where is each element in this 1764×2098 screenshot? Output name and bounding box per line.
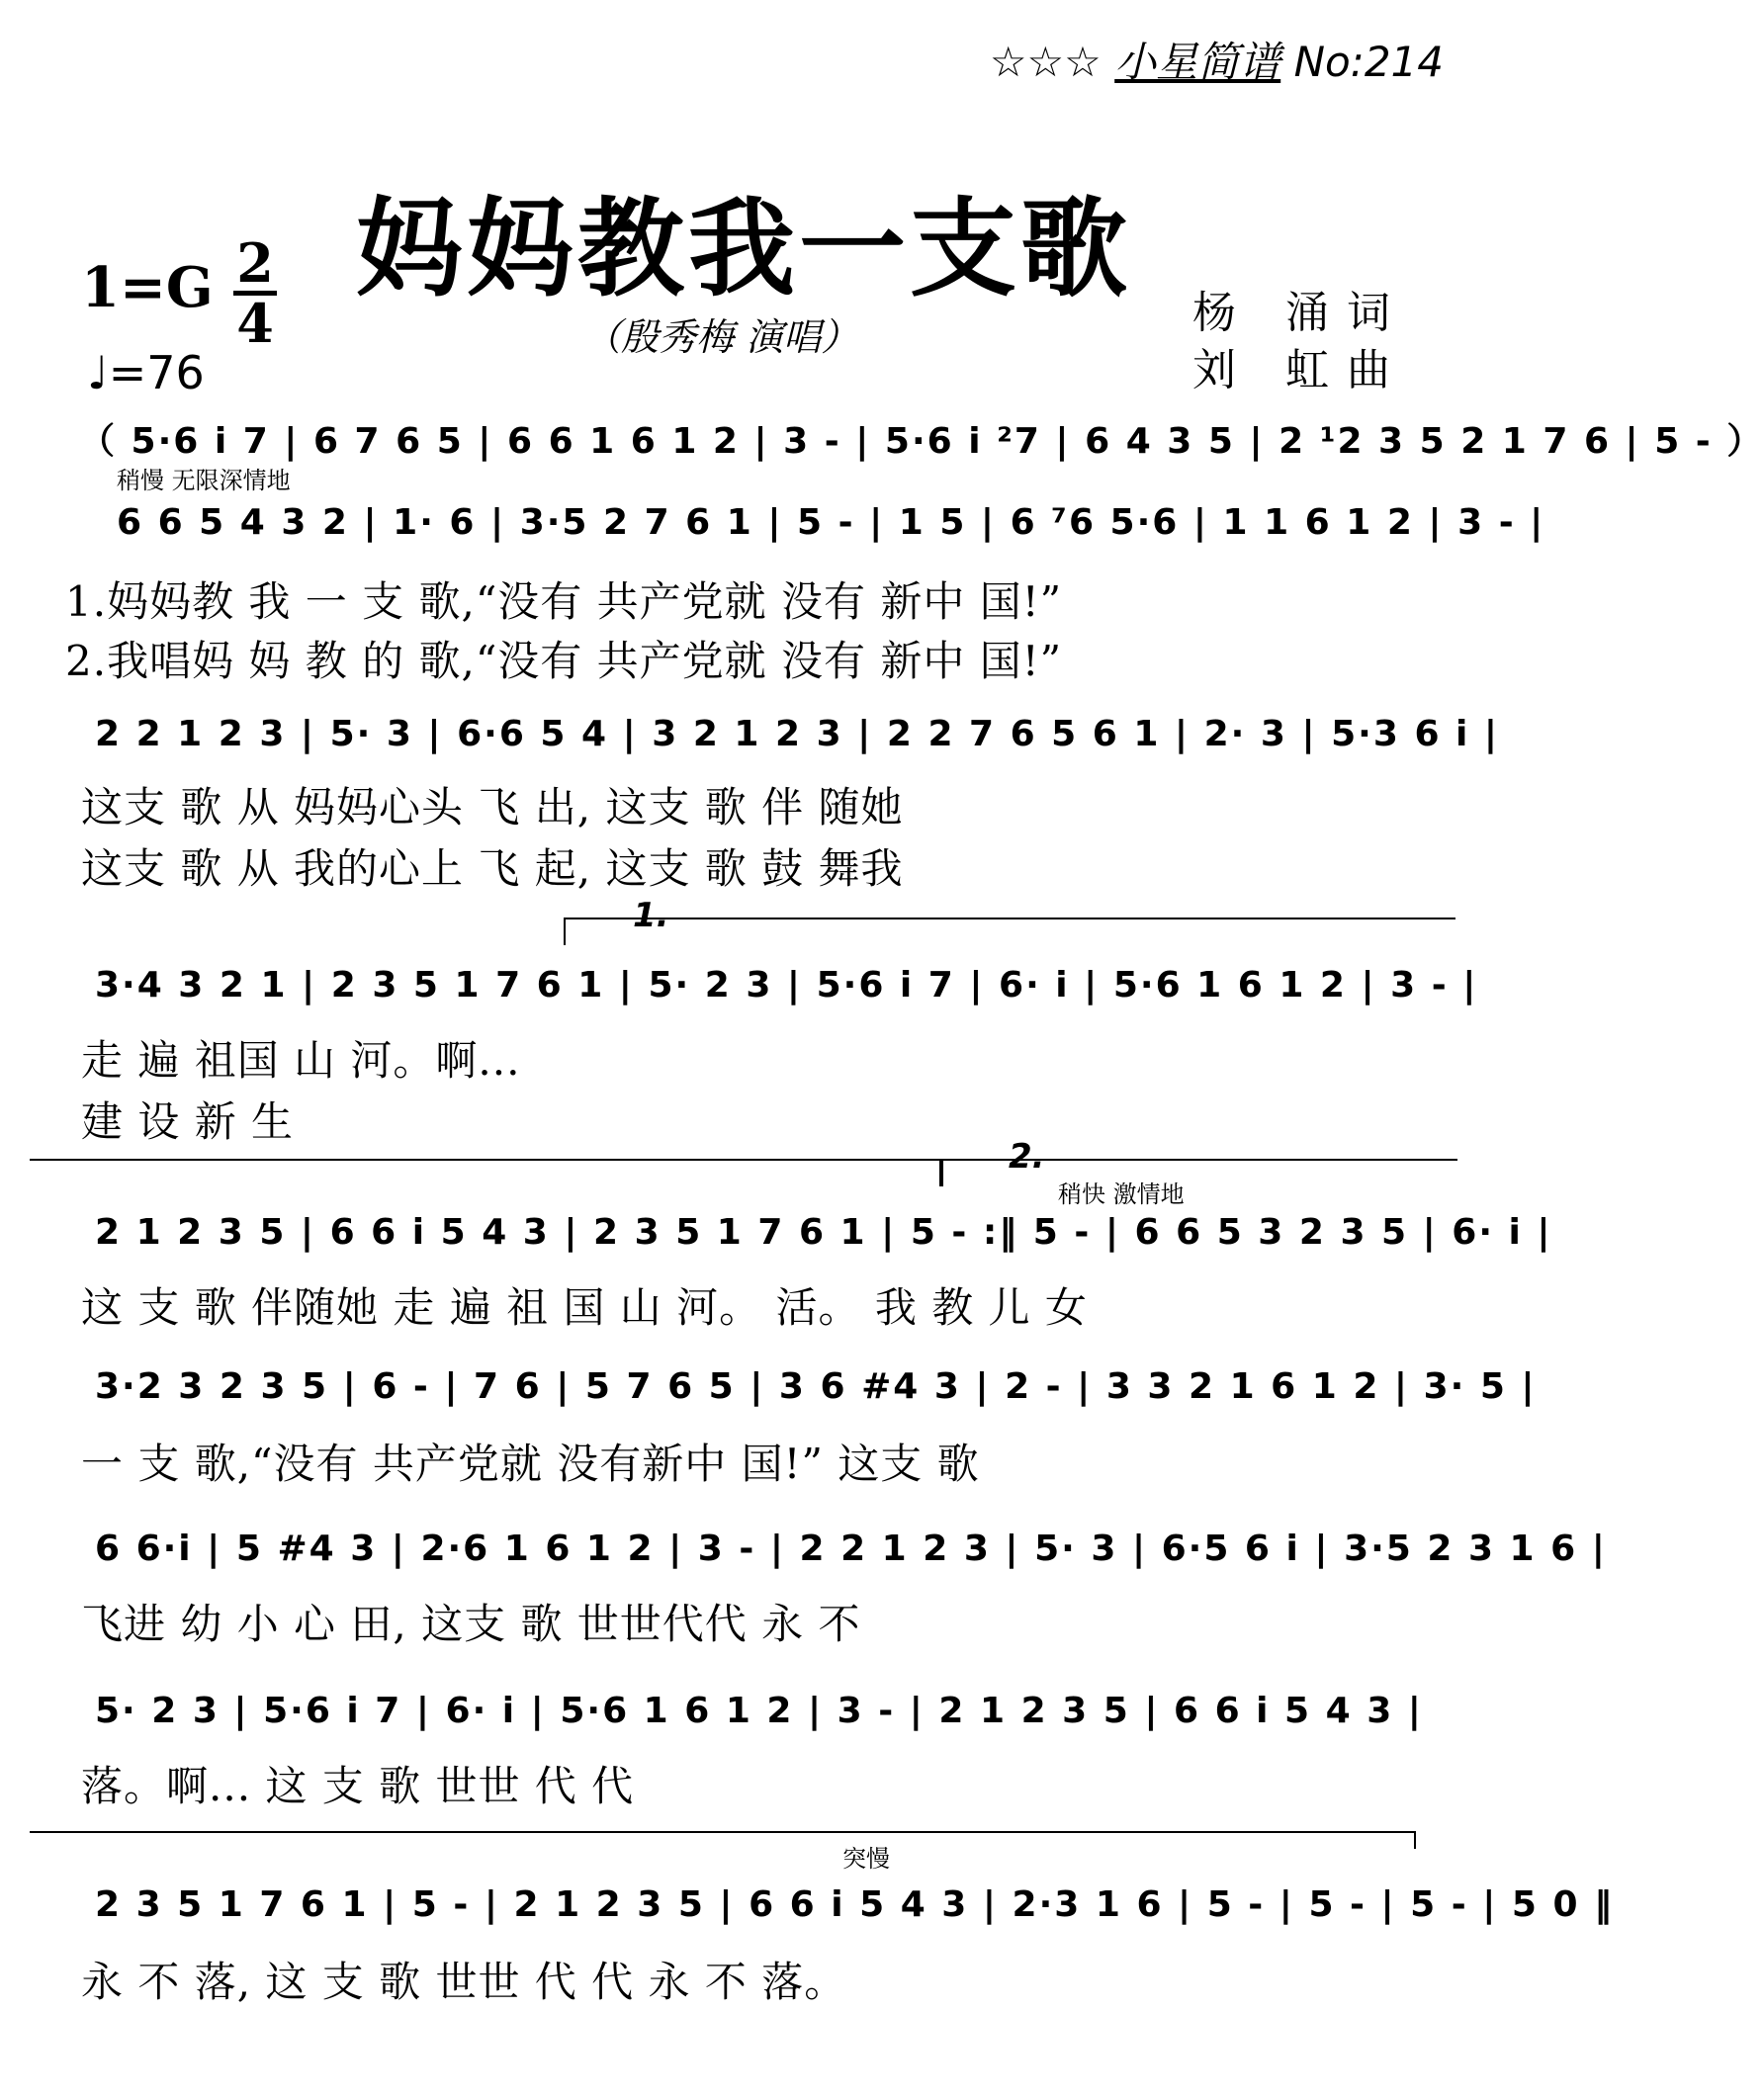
- singer-credit: （殷秀梅 演唱）: [583, 315, 859, 359]
- system-7-lyrics: 飞进 幼 小 心 田, 这支 歌 世世代代 永 不: [81, 1600, 861, 1648]
- header-brand-name: 小星简谱: [1114, 38, 1281, 86]
- lyricist-credit: 杨 涌词: [1192, 288, 1408, 338]
- system-4-lyrics-verse1: 走 遍 祖国 山 河。啊...: [81, 1036, 521, 1085]
- song-title: 妈妈教我一支歌: [356, 187, 1132, 311]
- system-1-notes: （ 5·6 i 7 | 6 7 6 5 | 6 6 1 6 1 2 | 3 - | 5·6 i ²7 | 6 4 3 5 | 2 ¹2 3 5 2 1 7 6 | 5 - ）: [79, 421, 1764, 462]
- system-3-notes: 2 2 1 2 3 | 5· 3 | 6·6 5 4 | 3 2 1 2 3 | 2 2 7 6 5 6 1 | 2· 3 | 5·3 6 i |: [95, 714, 1500, 754]
- first-ending-label: 1.: [633, 896, 669, 935]
- time-signature: [233, 231, 277, 355]
- header-number: No:214: [1293, 38, 1444, 86]
- system-8-notes: 5· 2 3 | 5·6 i 7 | 6· i | 5·6 1 6 1 2 | 3 - | 2 1 2 3 5 | 6 6 i 5 4 3 |: [95, 1691, 1423, 1731]
- system-9-notes: 2 3 5 1 7 6 1 | 5 - | 2 1 2 3 5 | 6 6 i 5 4 3 | 2·3 1 6 | 5 - | 5 - | 5 - | 5 0 ‖: [95, 1884, 1615, 1925]
- time-numerator: 2: [236, 231, 274, 295]
- system-3-lyrics-verse2: 这支 歌 从 我的心上 飞 起, 这支 歌 鼓 舞我: [81, 844, 904, 893]
- system-2-lyrics-verse2: 2.我唱妈 妈 教 的 歌,“没有 共产党就 没有 新中 国!”: [65, 637, 1063, 685]
- expression-faster: 稍快 激情地: [1058, 1180, 1185, 1208]
- system-5-notes: 2 1 2 3 5 | 6 6 i 5 4 3 | 2 3 5 1 7 6 1 | 5 - :‖ 5 - | 6 6 5 3 2 3 5 | 6· i |: [95, 1212, 1552, 1253]
- system-8-lyrics: 落。啊... 这 支 歌 世世 代 代: [81, 1762, 635, 1810]
- system-2-lyrics-verse1: 1.妈妈教 我 一 支 歌,“没有 共产党就 没有 新中 国!”: [65, 577, 1063, 626]
- system-4-lyrics-verse2: 建 设 新 生: [81, 1097, 295, 1146]
- tempo-marking: ♩=76: [87, 346, 205, 399]
- final-section-divider: [30, 1831, 1416, 1849]
- header-brand: [990, 30, 1444, 89]
- system-2-notes: 6 6 5 4 3 2 | 1· 6 | 3·5 2 7 6 1 | 5 - | 1 5 | 6 ⁷6 5·6 | 1 1 6 1 2 | 3 - |: [117, 502, 1545, 543]
- system-9-lyrics: 永 不 落, 这 支 歌 世世 代 代 永 不 落。: [81, 1958, 847, 2006]
- expression-sudden-slow: 突慢: [842, 1845, 890, 1873]
- system-3-lyrics-verse1: 这支 歌 从 妈妈心头 飞 出, 这支 歌 伴 随她: [81, 783, 904, 831]
- section-divider: [30, 1159, 939, 1161]
- system-6-lyrics: 一 支 歌,“没有 共产党就 没有新中 国!” 这支 歌: [81, 1440, 980, 1488]
- composer-credit: 刘 虹曲: [1192, 345, 1408, 395]
- system-5-lyrics: 这 支 歌 伴随她 走 遍 祖 国 山 河。 活。 我 教 儿 女: [81, 1283, 1088, 1332]
- system-6-notes: 3·2 3 2 3 5 | 6 - | 7 6 | 5 7 6 5 | 3 6 #4 3 | 2 - | 3 3 2 1 6 1 2 | 3· 5 |: [95, 1366, 1537, 1407]
- second-ending-label: 2.: [1009, 1137, 1045, 1177]
- first-ending-bracket: [564, 918, 1455, 945]
- key-signature: 1=G: [81, 255, 214, 320]
- system-4-notes: 3·4 3 2 1 | 2 3 5 1 7 6 1 | 5· 2 3 | 5·6 i 7 | 6· i | 5·6 1 6 1 2 | 3 - |: [95, 965, 1478, 1005]
- expression-intro: 稍慢 无限深情地: [117, 467, 291, 494]
- system-7-notes: 6 6·i | 5 #4 3 | 2·6 1 6 1 2 | 3 - | 2 2 1 2 3 | 5· 3 | 6·5 6 i | 3·5 2 3 1 6 |: [95, 1529, 1607, 1569]
- header-stars: ☆☆☆: [989, 38, 1102, 86]
- time-denominator: 4: [236, 292, 274, 355]
